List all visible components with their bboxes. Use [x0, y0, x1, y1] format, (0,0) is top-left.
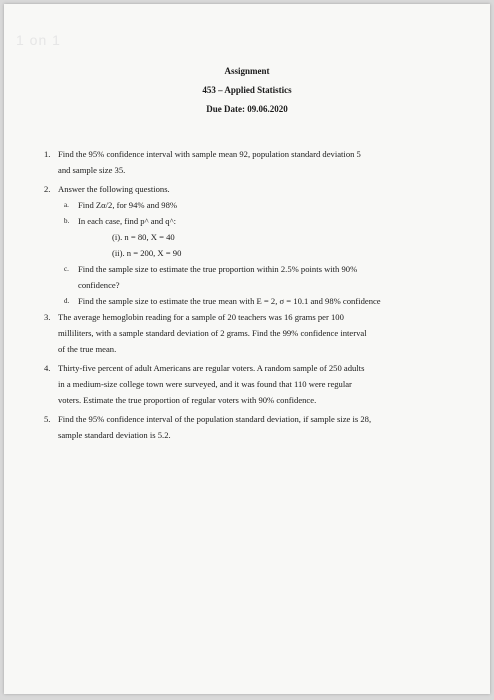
question-2 — [44, 181, 462, 197]
faint-watermark-text: 1 on 1 — [16, 32, 61, 48]
question-text-line: in a medium-size college town were surveyed, and it was found that 110 were regular — [58, 379, 352, 389]
sub-question-letter: c. — [64, 265, 69, 273]
question-text-line: and sample size 35. — [58, 165, 126, 175]
question-number: 5. — [44, 414, 51, 424]
question-text-line: voters. Estimate the true proportion of regular voters with 90% confidence. — [58, 395, 317, 405]
question-text-line: of the true mean. — [58, 344, 117, 354]
due-date: Due Date: 09.06.2020 — [206, 104, 288, 114]
question-3 — [44, 309, 462, 357]
question-text-line: Answer the following questions. — [58, 184, 170, 194]
question-2d — [44, 293, 462, 309]
sub-question-letter: d. — [64, 297, 70, 305]
sub-question-text: Find the sample size to estimate the true mean with E = 2, σ = 10.1 and 98% confidence — [78, 296, 381, 306]
question-number: 3. — [44, 312, 51, 322]
sub-question-text: Find Zα/2, for 94% and 98% — [78, 200, 178, 210]
question-2b — [44, 213, 462, 261]
sub-question-text: In each case, find p^ and q^: — [78, 216, 177, 226]
question-4 — [44, 360, 462, 408]
question-text-line: milliliters, with a sample standard deviation of 2 grams. Find the 99% confidence interval — [58, 328, 367, 338]
sub-question-letter: a. — [64, 201, 69, 209]
question-1 — [44, 146, 462, 178]
question-5 — [44, 411, 462, 443]
question-number: 2. — [44, 184, 51, 194]
question-list — [44, 146, 462, 443]
course-name: 453 – Applied Statistics — [202, 85, 292, 95]
document-title: Assignment — [224, 66, 270, 76]
question-2c — [44, 261, 462, 293]
question-text-line: Find the 95% confidence interval of the population standard deviation, if sample size is 28, — [58, 414, 372, 424]
case-ii: (ii). n = 200, X = 90 — [112, 248, 182, 258]
document-page — [4, 4, 490, 694]
sub-question-text: confidence? — [78, 280, 120, 290]
question-text-line: The average hemoglobin reading for a sample of 20 teachers was 16 grams per 100 — [58, 312, 344, 322]
question-2a — [44, 197, 462, 213]
document-header — [4, 62, 490, 119]
question-text-line: Thirty-five percent of adult Americans are regular voters. A random sample of 250 adults — [58, 363, 365, 373]
question-number: 4. — [44, 363, 51, 373]
sub-question-text: Find the sample size to estimate the true proportion within 2.5% points with 90% — [78, 264, 358, 274]
question-text-line: sample standard deviation is 5.2. — [58, 430, 171, 440]
question-number: 1. — [44, 149, 51, 159]
sub-question-letter: b. — [64, 217, 70, 225]
case-i: (i). n = 80, X = 40 — [112, 232, 175, 242]
question-text-line: Find the 95% confidence interval with sample mean 92, population standard deviation 5 — [58, 149, 361, 159]
